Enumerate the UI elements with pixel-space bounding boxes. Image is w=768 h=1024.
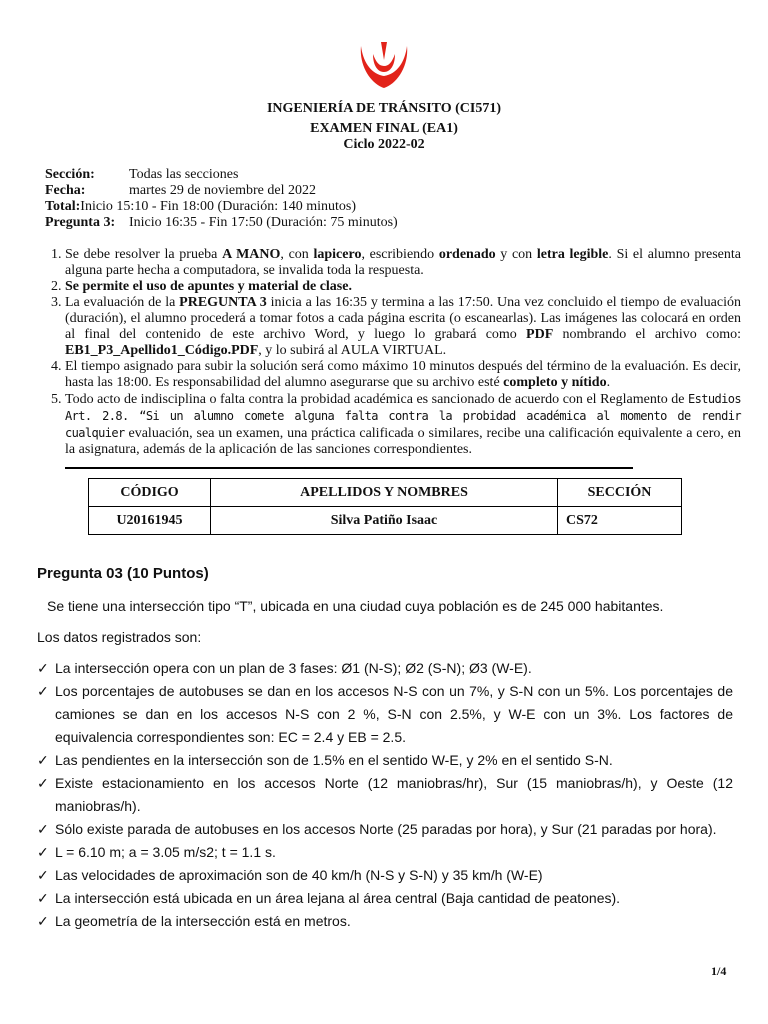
data-intro: Los datos registrados son: bbox=[37, 629, 202, 645]
rule-4: 4. El tiempo asignado para subir la solución será como máximo 10 minutos después del término de la evaluación. Es decir, hasta las 18:00. Es responsabilidad del alumno asegurarse que su archivo esté completo y nítido. bbox=[65, 359, 741, 391]
check-icon: ✓ bbox=[37, 660, 49, 676]
rule-1: 1. Se debe resolver la prueba A MANO, con lapicero, escribiendo ordenado y con letra legible. Si el alumno presenta alguna parte hecha a computadora, se invalida toda la respuesta. bbox=[65, 247, 741, 279]
meta-seccion: Sección: Todas las secciones bbox=[45, 167, 239, 182]
check-icon: ✓ bbox=[37, 683, 49, 699]
student-table bbox=[88, 478, 682, 535]
list-item: ✓ La geometría de la intersección está en metros. bbox=[37, 910, 733, 933]
student-section: CS72 bbox=[558, 507, 682, 535]
list-item: ✓ Los porcentajes de autobuses se dan en los accesos N-S con un 7%, y S-N con un 5%. Los porcentajes de camiones se dan en los accesos N-S con 2 %, S-N con 2.5%, y W-E con un 3%. Los factores de equivalencia correspondientes son: EC = 2.4 y EB = 2.5. bbox=[37, 680, 733, 749]
meta-fecha: Fecha: martes 29 de noviembre del 2022 bbox=[45, 183, 317, 198]
table-row bbox=[89, 507, 682, 535]
check-icon: ✓ bbox=[37, 752, 49, 768]
rule-5: 5. Todo acto de indisciplina o falta contra la probidad académica es sancionado de acuerdo con el Reglamento de Estudios Art. 2.8. “Si un alumno comete alguna falta contra la probidad académica al momento de rendir cualquier evaluación, sea un examen, una práctica calificada o similares, recibe una calificación equivalente a cero, en la asignatura, además de la aplicación de las sanciones correspondientes. bbox=[65, 391, 741, 458]
header-codigo: CÓDIGO bbox=[89, 479, 211, 507]
check-icon: ✓ bbox=[37, 821, 49, 837]
check-icon: ✓ bbox=[37, 844, 49, 860]
header-nombres: APELLIDOS Y NOMBRES bbox=[211, 479, 558, 507]
list-item: ✓ Sólo existe parada de autobuses en los accesos Norte (25 paradas por hora), y Sur (21 paradas por hora). bbox=[37, 818, 733, 841]
upc-logo-icon bbox=[355, 40, 413, 90]
list-item: ✓ Existe estacionamiento en los accesos Norte (12 maniobras/hr), Sur (15 maniobras/h), y Oeste (12 maniobras/h). bbox=[37, 772, 733, 818]
exam-meta bbox=[45, 167, 398, 231]
header-seccion: SECCIÓN bbox=[558, 479, 682, 507]
data-list bbox=[37, 657, 733, 933]
check-icon: ✓ bbox=[37, 890, 49, 906]
list-item: ✓ Las pendientes en la intersección son de 1.5% en el sentido W-E, y 2% en el sentido S-N. bbox=[37, 749, 733, 772]
rule-3: 3. La evaluación de la PREGUNTA 3 inicia a las 16:35 y termina a las 17:50. Una vez concluido el tiempo de evaluación (duración), el alumno procederá a tomar fotos a cada página escrita (o escanearlas). Las imágenes las colocará en orden al final del contenido de este archivo Word, y luego lo grabará como PDF nombrando el archivo como: EB1_P3_Apellido1_Código.PDF, y lo subirá al AULA VIRTUAL. bbox=[65, 295, 741, 359]
table-header-row bbox=[89, 479, 682, 507]
student-code: U20161945 bbox=[89, 507, 211, 535]
exam-rules bbox=[47, 247, 741, 458]
list-item: ✓ L = 6.10 m; a = 3.05 m/s2; t = 1.1 s. bbox=[37, 841, 733, 864]
cycle-title: Ciclo 2022-02 bbox=[343, 137, 425, 152]
meta-pregunta: Pregunta 3: Inicio 16:35 - Fin 17:50 (Duración: 75 minutos) bbox=[45, 215, 398, 230]
list-item: ✓ La intersección está ubicada en un área lejana al área central (Baja cantidad de peatones). bbox=[37, 887, 733, 910]
list-item: ✓ Las velocidades de aproximación son de 40 km/h (N-S y S-N) y 35 km/h (W-E) bbox=[37, 864, 733, 887]
check-icon: ✓ bbox=[37, 867, 49, 883]
divider bbox=[65, 467, 633, 469]
meta-total: Total:Inicio 15:10 - Fin 18:00 (Duración: 140 minutos) bbox=[45, 199, 356, 214]
question-title: Pregunta 03 (10 Puntos) bbox=[37, 565, 209, 582]
page-number: 1/4 bbox=[711, 964, 727, 978]
course-title: INGENIERÍA DE TRÁNSITO (CI571) bbox=[266, 101, 502, 116]
list-item: ✓ La intersección opera con un plan de 3 fases: Ø1 (N-S); Ø2 (S-N); Ø3 (W-E). bbox=[37, 657, 733, 680]
check-icon: ✓ bbox=[37, 913, 49, 929]
check-icon: ✓ bbox=[37, 775, 49, 791]
exam-title: EXAMEN FINAL (EA1) bbox=[310, 121, 458, 136]
question-intro: Se tiene una intersección tipo “T”, ubicada en una ciudad cuya población es de 245 000 habitantes. bbox=[47, 598, 664, 614]
rule-2: 2. Se permite el uso de apuntes y material de clase. bbox=[65, 279, 741, 295]
student-name: Silva Patiño Isaac bbox=[211, 507, 558, 535]
